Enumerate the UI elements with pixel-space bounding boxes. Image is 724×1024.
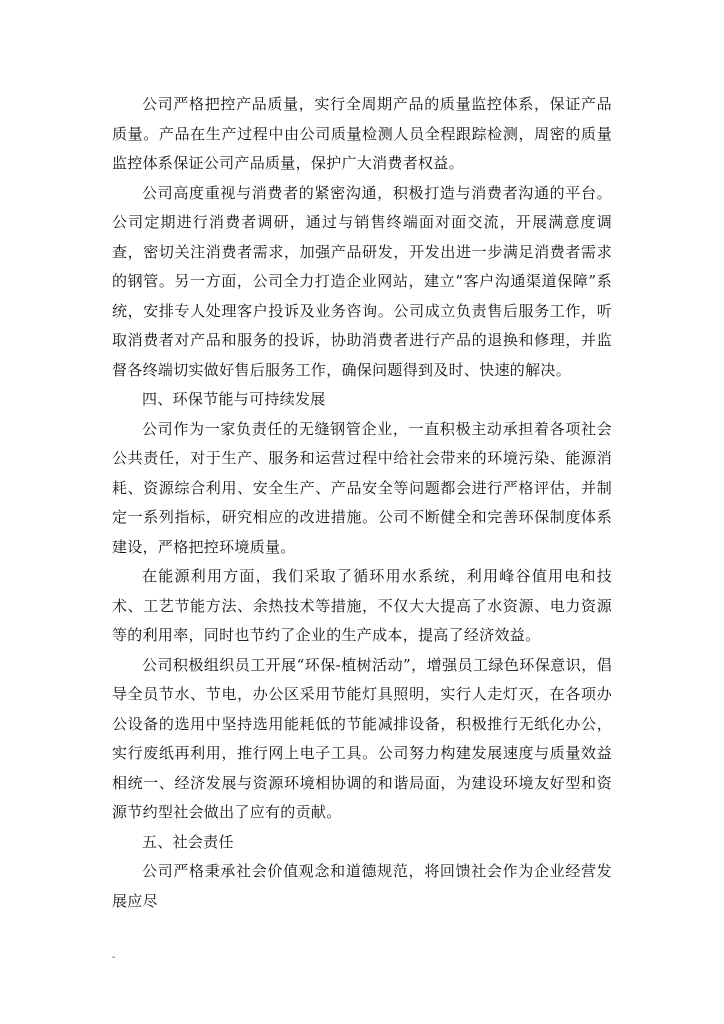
- page-footer-mark: -: [112, 952, 116, 963]
- paragraph-energy-utilization: 在能源利用方面，我们采取了循环用水系统，利用峰谷值用电和技术、工艺节能方法、余热技术等措施，不仅大大提高了水资源、电力资源等的利用率，同时也节约了企业的生产成本，提高了经济效益。: [112, 567, 612, 644]
- paragraph-quality-control: 公司严格把控产品质量，实行全周期产品的质量监控体系，保证产品质量。产品在生产过程中由公司质量检测人员全程跟踪检测，周密的质量监控体系保证公司产品质量，保护广大消费者权益。: [112, 95, 612, 172]
- paragraph-public-responsibility: 公司作为一家负责任的无缝钢管企业，一直积极主动承担着各项社会公共责任，对于生产、服务和运营过程中给社会带来的环境污染、能源消耗、资源综合利用、安全生产、产品安全等问题都会进行严格评估，并制定一系列指标，研究相应的改进措施。公司不断健全和完善环保制度体系建设，严格把控环境质量。: [112, 419, 612, 556]
- section-heading-environment: 四、环保节能与可持续发展: [142, 390, 326, 408]
- section-heading-social-responsibility: 五、社会责任: [142, 832, 234, 851]
- paragraph-consumer-communication: 公司高度重视与消费者的紧密沟通，积极打造与消费者沟通的平台。公司定期进行消费者调研，通过与销售终端面对面交流，开展满意度调查，密切关注消费者需求，加强产品研发，开发出进一步满足消费者需求的钢管。另一方面，公司全力打造企业网站，建立“客户沟通渠道保障”系统，安排专人处理客户投诉及业务咨询。公司成立负责售后服务工作，听取消费者对产品和服务的投诉，协助消费者进行产品的退换和修理，并监督各终端切实做好售后服务工作，确保问题得到及时、快速的解决。: [112, 183, 612, 379]
- document-body: [112, 90, 612, 916]
- paragraph-green-activities: 公司积极组织员工开展“环保-植树活动”，增强员工绿色环保意识，倡导全员节水、节电，办公区采用节能灯具照明，实行人走灯灭，在各项办公设备的选用中坚持选用能耗低的节能减排设备，积极推行无纸化办公，实行废纸再利用，推行网上电子工具。公司努力构建发展速度与质量效益相统一、经济发展与资源环境相协调的和谐局面，为建设环境友好型和资源节约型社会做出了应有的贡献。: [112, 655, 612, 821]
- paragraph-social-values: 公司严格秉承社会价值观念和道德规范，将回馈社会作为企业经营发展应尽: [112, 862, 612, 910]
